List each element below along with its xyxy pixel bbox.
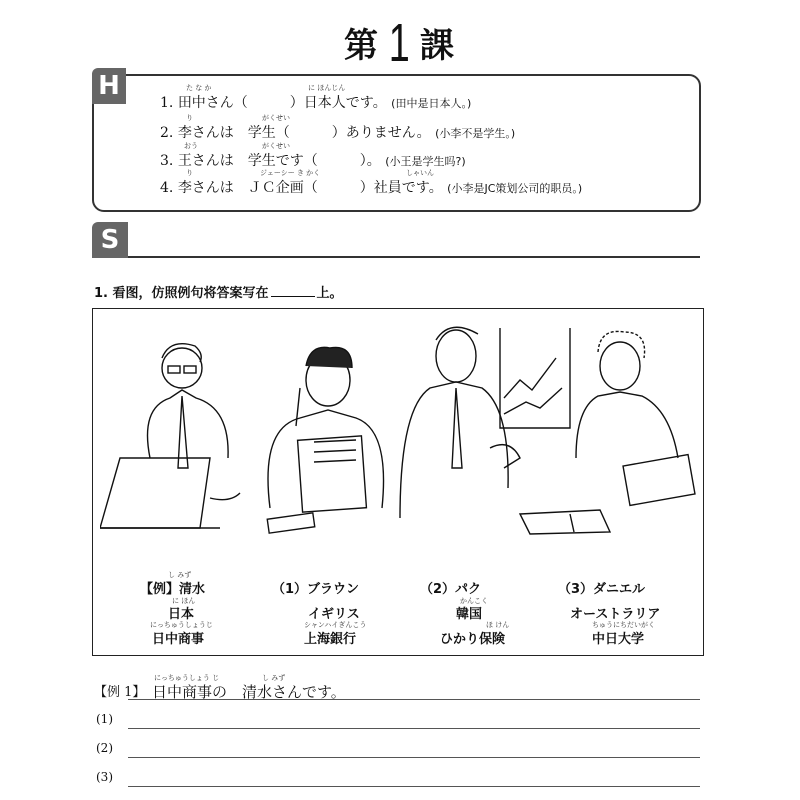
title-suffix: 課 <box>420 26 457 66</box>
ruby: し みず <box>168 571 192 579</box>
answer-line-1[interactable] <box>128 728 700 729</box>
answer-line-3[interactable] <box>128 786 700 787</box>
person-name: パク <box>455 582 482 597</box>
hint-number: 1. <box>160 95 174 111</box>
person-country: 日本 <box>168 607 195 622</box>
hint-translation: (小李是JC策划公司的职员。) <box>447 182 583 195</box>
answer-rule <box>128 699 700 700</box>
title-prefix: 第 <box>343 26 380 66</box>
lesson-title <box>0 12 800 74</box>
answer-number-2: (2) <box>96 741 113 755</box>
person-presenter-illustration <box>400 327 570 518</box>
person-name: 清水 <box>179 582 206 597</box>
person-laptop-illustration <box>100 344 240 528</box>
example-label: 【例 1】 <box>94 685 146 700</box>
person-name: ブラウン <box>307 582 360 597</box>
person-name: ダニエル <box>593 582 646 597</box>
hint-line-2 <box>160 122 515 142</box>
ruby: シャンハイぎんこう <box>304 621 367 629</box>
hint-text: 李さんは ＪＣ企画（ ）社員です。 <box>177 180 443 196</box>
ruby: おう <box>184 142 198 150</box>
hint-number: 2. <box>160 125 174 141</box>
hint-text: 王さんは 学生です（ ）。 <box>177 153 381 169</box>
ruby: ちゅうにちだいがく <box>592 621 655 629</box>
hint-badge: H <box>92 68 126 104</box>
ruby: がくせい <box>262 114 290 122</box>
ruby: た な か <box>186 84 212 92</box>
hint-translation: (小王是学生吗?) <box>385 155 466 168</box>
ruby: かんこく <box>460 597 488 605</box>
person-phone-illustration <box>267 347 383 533</box>
ruby: に ほん <box>172 597 196 605</box>
item-number: （1） <box>272 582 308 597</box>
hint-line-1 <box>160 92 471 112</box>
answer-number-1: (1) <box>96 712 113 726</box>
hint-line-4 <box>160 177 582 197</box>
section-badge: S <box>92 222 128 258</box>
blank-line <box>271 284 315 297</box>
ruby: にっちゅうしょうじ <box>150 621 213 629</box>
exercise-instruction <box>94 282 343 301</box>
person-1-label <box>272 578 359 597</box>
person-org: 上海銀行 <box>304 632 357 647</box>
ruby: り <box>186 169 193 177</box>
hint-line-3 <box>160 150 466 170</box>
ruby: ほ けん <box>486 621 510 629</box>
person-example-label <box>140 578 205 597</box>
item-number: （2） <box>420 582 456 597</box>
ruby: がくせい <box>262 142 290 150</box>
person-org: 中日大学 <box>592 632 645 647</box>
person-country: 韓国 <box>456 607 483 622</box>
section-rule <box>128 256 700 258</box>
hint-translation: (田中是日本人。) <box>391 97 472 110</box>
hint-number: 3. <box>160 153 174 169</box>
person-org: 日中商事 <box>152 632 205 647</box>
hint-text: 田中さん（ ）日本人です。 <box>177 95 387 111</box>
example-tag: 【例】 <box>140 582 180 597</box>
item-number: （3） <box>558 582 594 597</box>
ruby: り <box>186 114 193 122</box>
person-org: ひかり保険 <box>440 632 506 647</box>
person-country: オーストラリア <box>570 607 661 622</box>
person-3-label <box>558 578 645 597</box>
ruby: にっちゅうしょう じ <box>154 674 220 682</box>
lesson-number: 1 <box>388 13 412 73</box>
example-answer: 日中商事の 清水さんです。 <box>152 683 346 701</box>
answer-number-3: (3) <box>96 770 113 784</box>
office-illustration <box>100 318 696 570</box>
instruction-text-end: 上。 <box>316 286 343 301</box>
ruby: に ほんじん <box>308 84 346 92</box>
answer-line-2[interactable] <box>128 757 700 758</box>
hint-text: 李さんは 学生（ ）ありません。 <box>177 125 431 141</box>
person-book-illustration <box>520 331 695 534</box>
ruby: し みず <box>262 674 286 682</box>
hint-translation: (小李不是学生。) <box>435 127 516 140</box>
person-country: イギリス <box>308 607 360 622</box>
ruby: ジェーシー き かく <box>260 169 321 177</box>
ruby: しゃいん <box>406 169 434 177</box>
hint-number: 4. <box>160 180 174 196</box>
instruction-text: 1. 看图，仿照例句将答案写在 <box>94 286 269 301</box>
person-2-label <box>420 578 481 597</box>
